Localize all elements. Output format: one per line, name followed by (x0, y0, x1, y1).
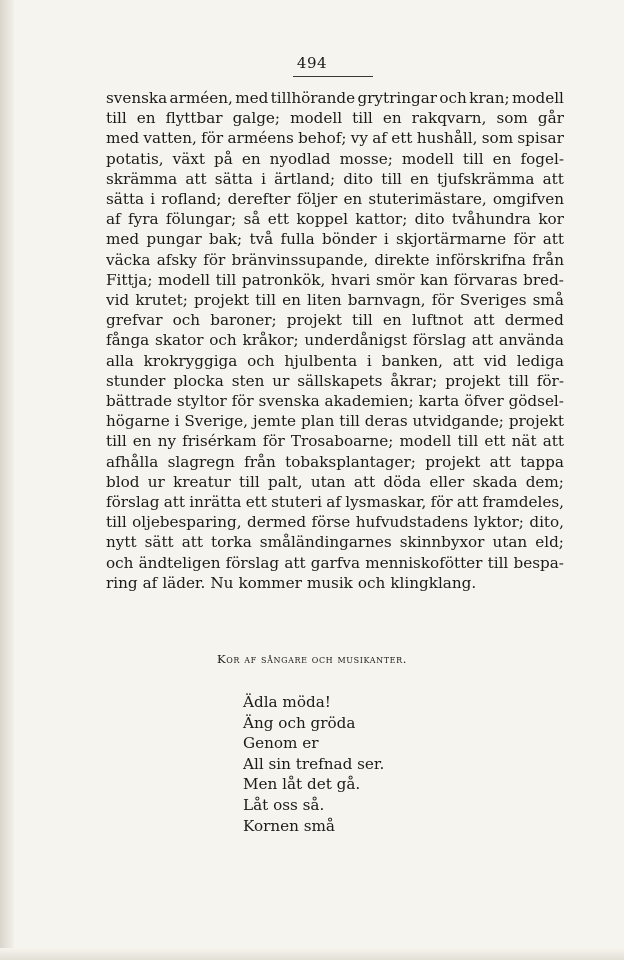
paragraph-line: väcka afsky för bränvinssupande, direkte införskrifna från (106, 250, 564, 269)
paragraph-line: ring af läder. Nu kommer musik och klingklang. (106, 573, 477, 592)
paragraph-line: förslag att inrätta ett stuteri af lysmaskar, för att framdeles, (106, 493, 564, 512)
paragraph-line: afhålla slagregn från tobaksplantager; projekt att tappa (106, 452, 564, 471)
paragraph-line: svenska arméen, med tillhörande grytringar och kran; modell (106, 89, 564, 107)
paragraph-line: högarne i Sverige, jemte plan till deras utvidgande; projekt (106, 412, 564, 431)
paragraph-line: sätta i rofland; derefter följer en stuterimästare, omgifven (106, 190, 564, 209)
verse-line: Äng och gröda (243, 713, 356, 732)
paragraph-line: skrämma att sätta i ärtland; dito till en tjufskrämma att (106, 169, 564, 188)
paragraph-line: med vatten, för arméens behof; vy af ett hushåll, som spisar (106, 129, 564, 148)
verse-line: Ädla möda! (243, 693, 331, 711)
page-edge-shadow (0, 0, 14, 960)
paragraph-line: fånga skator och kråkor; underdånigst förslag att använda (106, 331, 564, 350)
verse-block (243, 692, 384, 836)
paragraph-line: stunder plocka sten ur sällskapets åkrar; projekt till för- (106, 371, 564, 390)
verse-line: Kornen små (243, 816, 335, 835)
verse-line: Genom er (243, 734, 319, 753)
paragraph-line: potatis, växt på en nyodlad mosse; modell till en fogel- (106, 149, 564, 168)
paragraph-line: af fyra fölungar; så ett koppel kattor; dito tvåhundra kor (106, 210, 564, 229)
body-paragraph (106, 88, 564, 593)
paragraph-line: alla krokryggiga och hjulbenta i banken, att vid lediga (106, 351, 564, 370)
paragraph-line: bättrade styltor för svenska akademien; karta öfver gödsel- (106, 392, 564, 411)
paragraph-line: till oljebesparing, dermed förse hufvudstadens lyktor; dito, (106, 513, 564, 532)
verse-line: Låt oss så. (243, 795, 325, 814)
paragraph-line: till en flyttbar galge; modell till en rakqvarn, som går (106, 109, 564, 128)
page-bottom-shadow (0, 948, 624, 960)
header-rule (293, 76, 373, 77)
paragraph-line: och ändteligen förslag att garfva menniskofötter till bespa- (106, 553, 564, 572)
paragraph-line: till en ny frisérkam för Trosaboarne; modell till ett nät att (106, 432, 564, 451)
verse-line: All sin trefnad ser. (243, 754, 385, 773)
verse-line: Men låt det gå. (243, 775, 361, 794)
paragraph-line: vid krutet; projekt till en liten barnvagn, för Sveriges små (106, 291, 564, 310)
paragraph-line: Fittja; modell till patronkök, hvari smör kan förvaras bred- (106, 270, 564, 289)
paragraph-line: grefvar och baroner; projekt till en luftnot att dermed (106, 311, 564, 330)
page-number: 494 (296, 54, 328, 72)
paragraph-line: blod ur kreatur till palt, utan att döda eller skada dem; (106, 472, 564, 491)
paragraph-line: med pungar bak; två fulla bönder i skjortärmarne för att (106, 230, 564, 249)
paragraph-line: nytt sätt att torka småländingarnes skinnbyxor utan eld; (106, 533, 564, 552)
section-heading: Kor af sångare och musikanter. (217, 652, 407, 666)
